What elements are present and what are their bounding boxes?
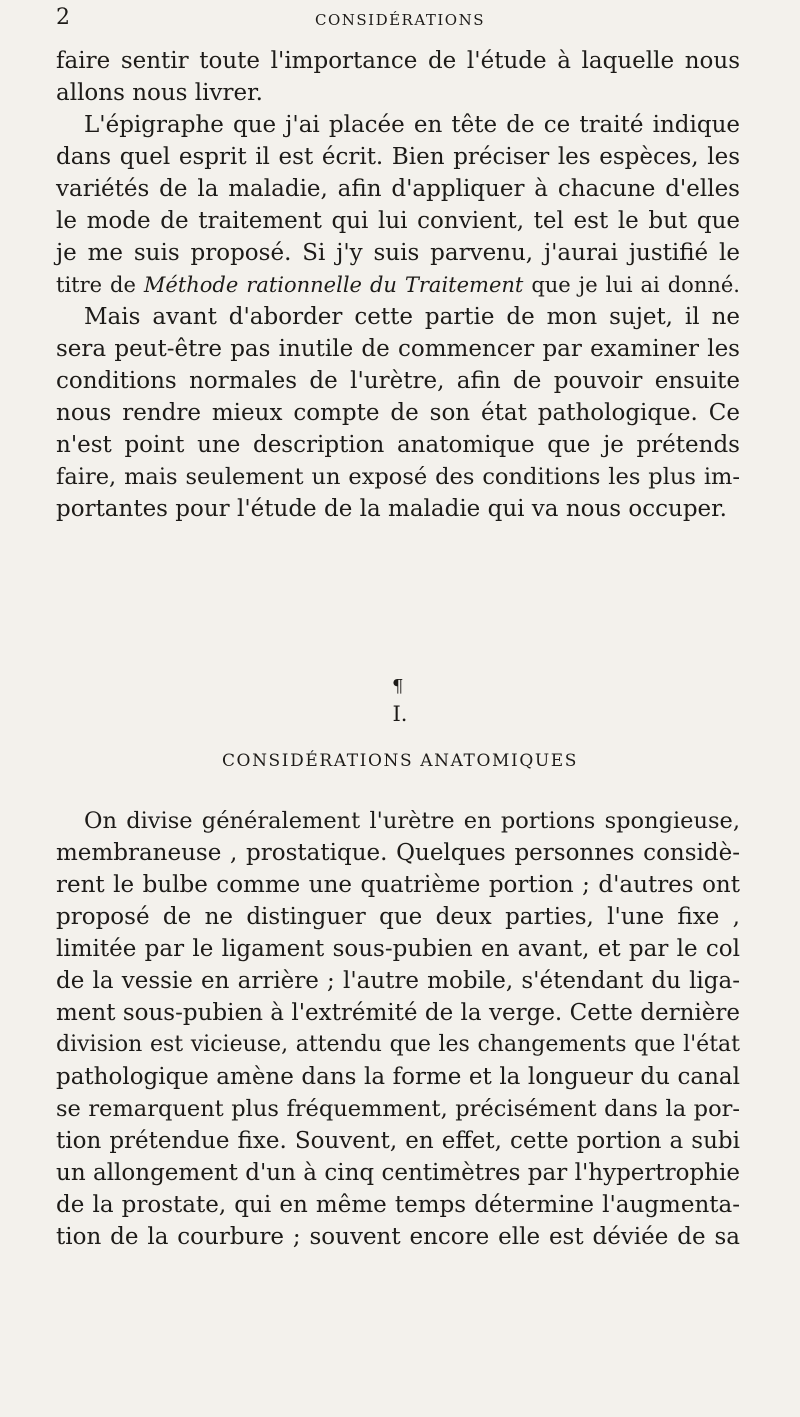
- text-line: le mode de traitement qui lui convient, tel est le but que: [56, 208, 740, 234]
- text-line: limitée par le ligament sous-pubien en avant, et par le col: [56, 936, 740, 962]
- book-title-italic: Méthode rationnelle du Traitement: [143, 273, 524, 297]
- text-line: sera peut-être pas inutile de commencer par examiner les: [56, 336, 740, 362]
- text-line: On divise généralement l'urètre en portions spongieuse,: [84, 808, 740, 834]
- page-number: 2: [56, 5, 70, 30]
- text-line: faire sentir toute l'importance de l'étude à laquelle nous: [56, 48, 740, 74]
- text-line: Mais avant d'aborder cette partie de mon sujet, il ne: [84, 304, 740, 330]
- text-line: se remarquent plus fréquemment, précisément dans la por-: [56, 1096, 740, 1122]
- title-line-after: que je lui ai donné.: [523, 273, 740, 297]
- text-line: pathologique amène dans la forme et la longueur du canal: [56, 1064, 740, 1090]
- text-line: allons nous livrer.: [56, 80, 263, 106]
- section-number: I.: [392, 702, 408, 726]
- text-line: dans quel esprit il est écrit. Bien préciser les espèces, les: [56, 144, 740, 170]
- text-line-title: [56, 269, 740, 301]
- text-line: de la vessie en arrière ; l'autre mobile, s'étendant du liga-: [56, 968, 740, 994]
- text-line: tion prétendue fixe. Souvent, en effet, cette portion a subi: [56, 1128, 740, 1154]
- running-head: CONSIDÉRATIONS: [314, 11, 485, 29]
- page-header: [0, 6, 800, 30]
- text-line: membraneuse , prostatique. Quelques personnes considè-: [56, 840, 740, 866]
- text-line: n'est point une description anatomique que je prétends: [56, 432, 740, 458]
- text-line: proposé de ne distinguer que deux parties, l'une fixe ,: [56, 904, 740, 930]
- text-line: un allongement d'un à cinq centimètres par l'hypertrophie: [56, 1160, 740, 1186]
- text-line: conditions normales de l'urètre, afin de pouvoir ensuite: [56, 368, 740, 394]
- text-line: nous rendre mieux compte de son état pathologique. Ce: [56, 400, 740, 426]
- text-line: L'épigraphe que j'ai placée en tête de ce traité indique: [84, 112, 740, 138]
- text-line: division est vicieuse, attendu que les changements que l'état: [56, 1032, 740, 1057]
- section-title: CONSIDÉRATIONS ANATOMIQUES: [221, 751, 579, 771]
- title-line-before: titre de: [56, 273, 144, 297]
- ink-mark: ¶: [392, 676, 404, 697]
- text-line: rent le bulbe comme une quatrième portion ; d'autres ont: [56, 872, 740, 898]
- text-line: je me suis proposé. Si j'y suis parvenu, j'aurai justifié le: [56, 240, 740, 266]
- text-line: faire, mais seulement un exposé des conditions les plus im-: [56, 464, 740, 490]
- text-line: tion de la courbure ; souvent encore elle est déviée de sa: [56, 1224, 740, 1250]
- text-line: ment sous-pubien à l'extrémité de la verge. Cette dernière: [56, 1000, 740, 1026]
- text-line: portantes pour l'étude de la maladie qui va nous occuper.: [56, 496, 727, 522]
- text-line: de la prostate, qui en même temps détermine l'augmenta-: [56, 1192, 740, 1218]
- text-line: variétés de la maladie, afin d'appliquer à chacune d'elles: [56, 176, 740, 202]
